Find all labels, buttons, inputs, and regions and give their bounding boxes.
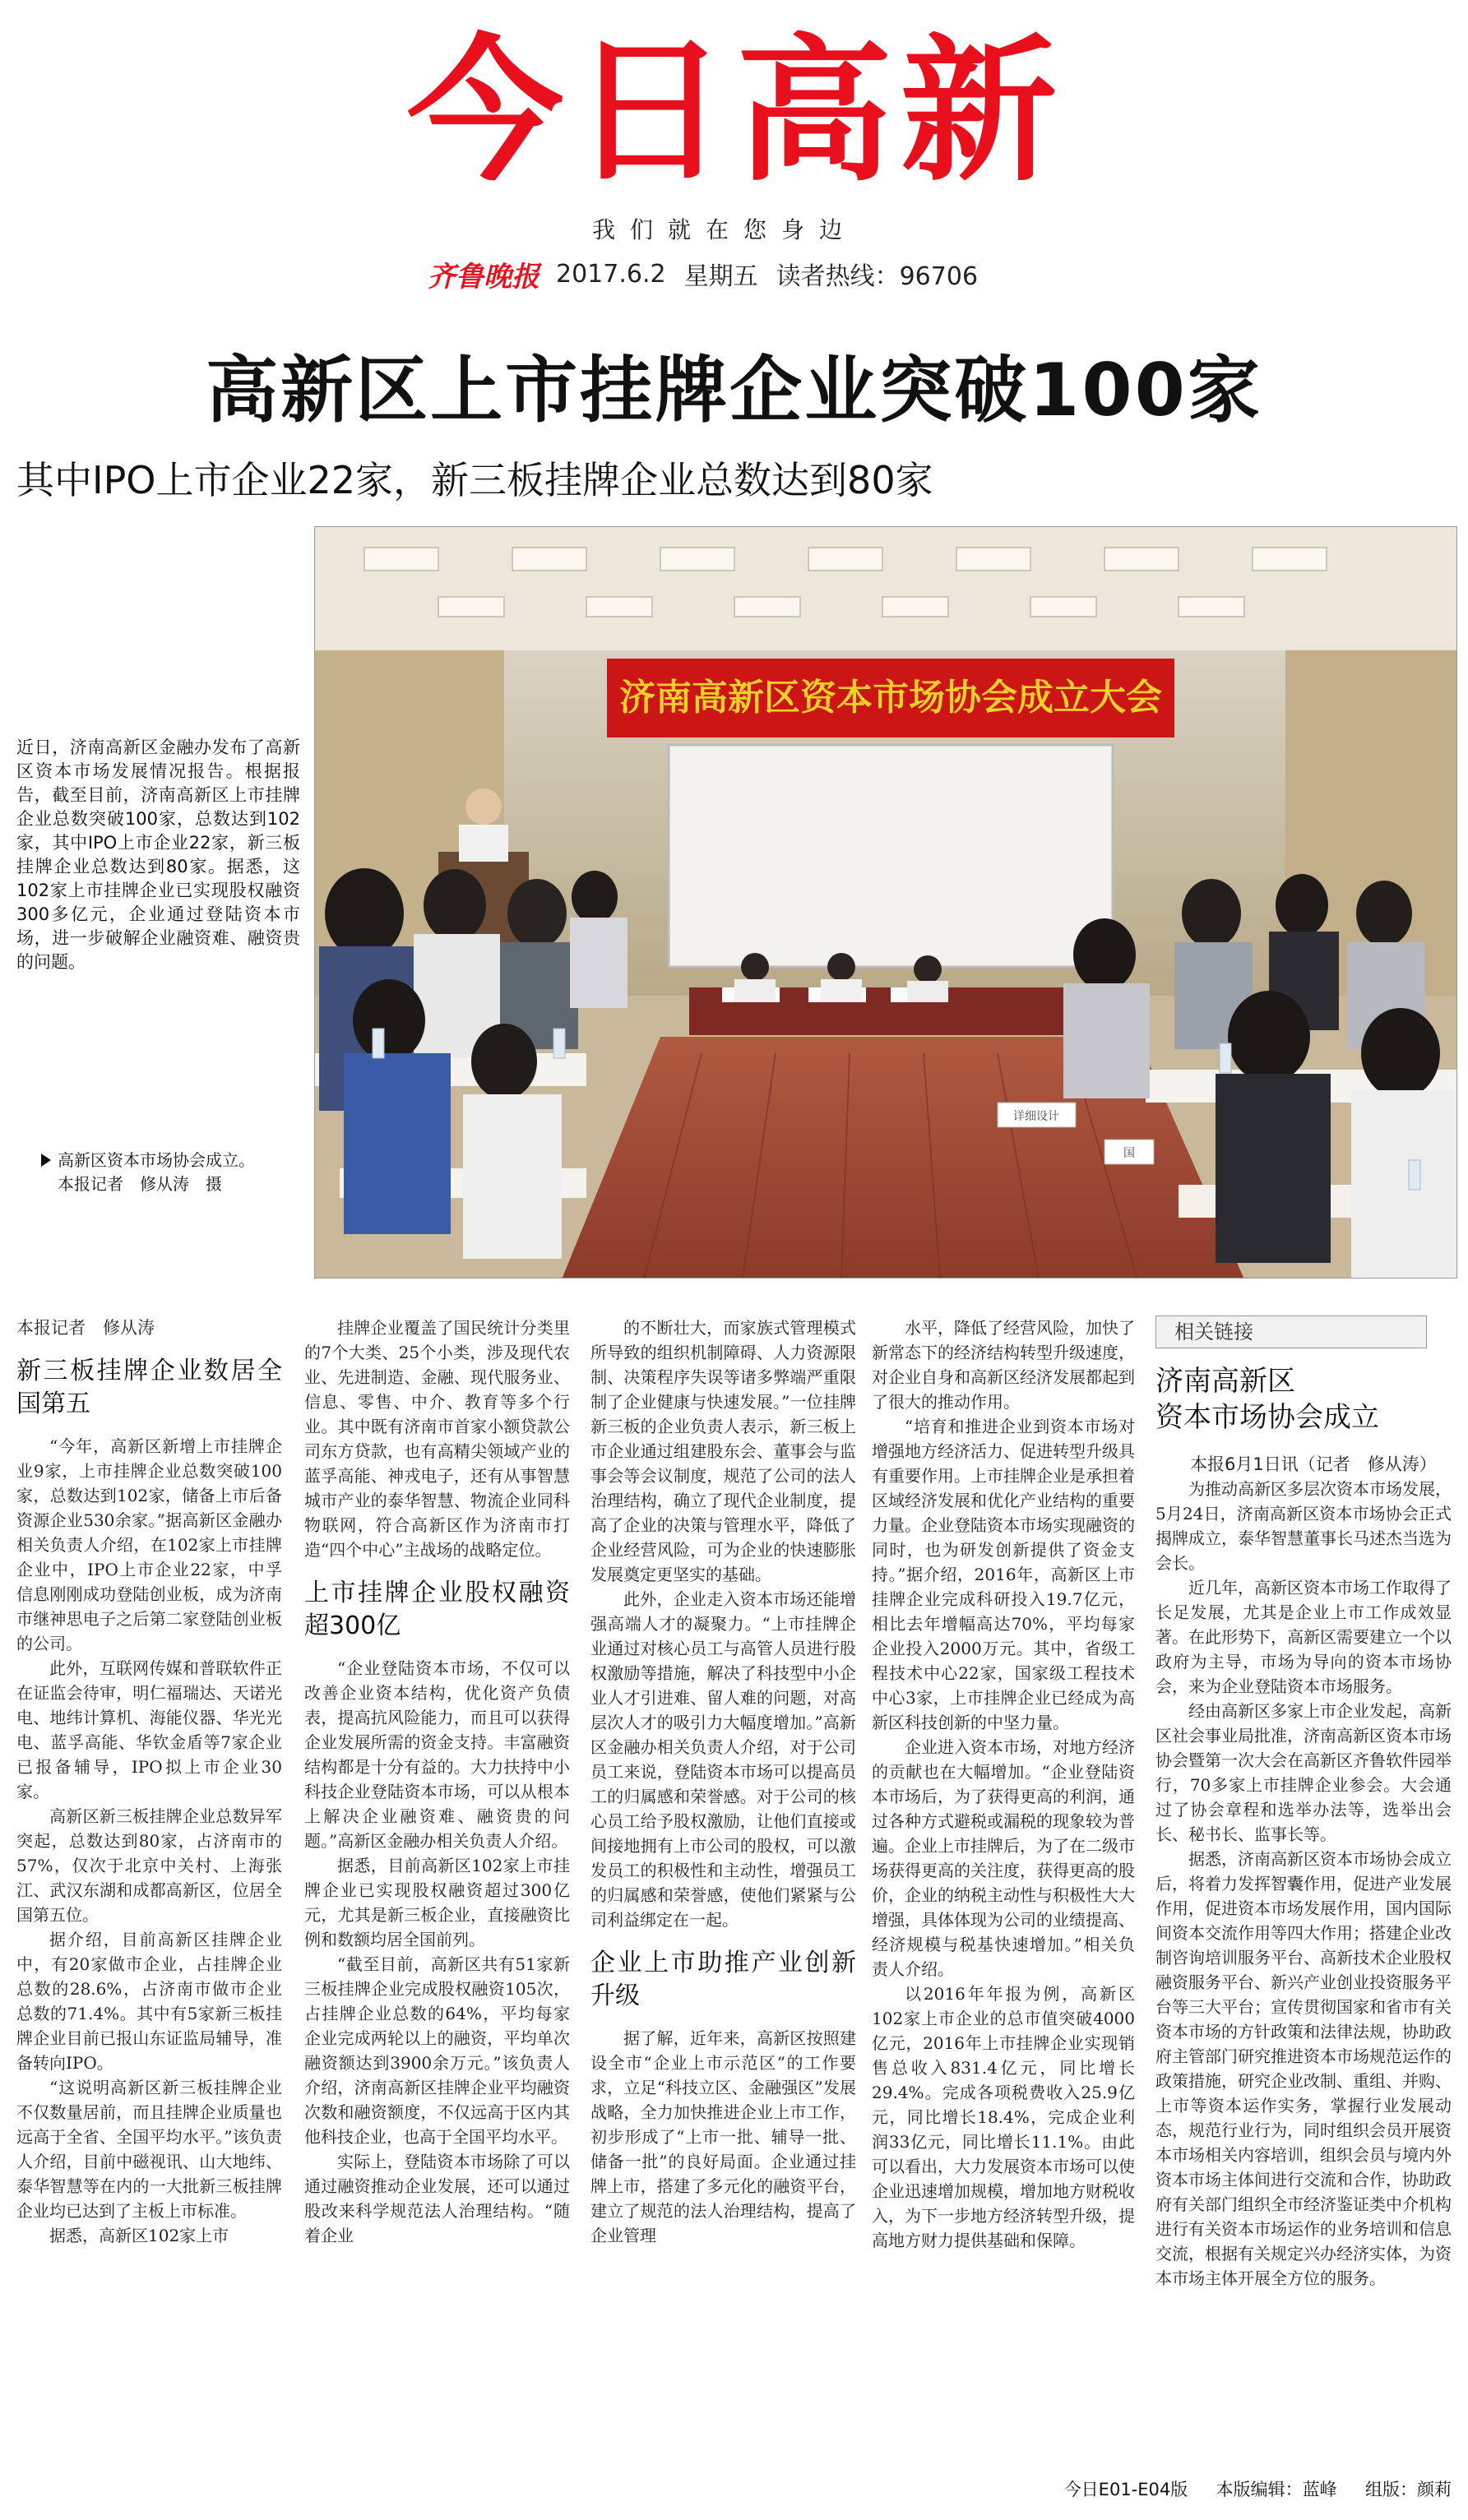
paragraph: “企业登陆资本市场，不仅可以改善企业资本结构，优化资产负债表，提高抗风险能力，而且可以获得企业发展所需的资金支持。丰富融资结构都是十分有益的。大力扶持中小科技企业登陆资本市场，可以从根本上解决企业融资难、融资贵的问题。”高新区金融办相关负责人介绍。: [304, 1658, 570, 1851]
paragraph: “这说明高新区新三板挂牌企业不仅数量居前，而且挂牌企业质量也远高于全省、全国平均水平。”该负责人介绍，目前中磁视讯、山大地纬、泰华智慧等在内的一大批新三板挂牌企业均已达到了主板上市标准。: [16, 2078, 282, 2221]
conference-photo-illustration: [315, 527, 1457, 1278]
related-title-line-1: 济南高新区: [1155, 1365, 1295, 1398]
lead-paragraph: 近日，济南高新区金融办发布了高新区资本市场发展情况报告。根据报告，截至目前，济南高新区上市挂牌企业总数突破100家，总数达到102家，其中IPO上市企业22家，新三板挂牌企业总数达到80家。据悉，这102家上市挂牌企业已实现股权融资300多亿元，企业通过登陆资本市场，进一步破解企业融资难、融资贵的问题。: [16, 738, 300, 972]
desk-name-card: 详细设计: [1013, 1110, 1059, 1123]
paragraph: 近几年，高新区资本市场工作取得了长足发展，尤其是企业上市工作成效显著。在此形势下，高新区需要建立一个以政府为主导，市场为导向的资本市场协会，来为企业登陆资本市场服务。: [1155, 1578, 1452, 1696]
paragraph: “今年，高新区新增上市挂牌企业9家，上市挂牌企业总数突破100家，总数达到102家，储备上市后备资源企业530余家。”据高新区金融办相关负责人介绍，在102家上市挂牌企业中，IPO上市企业22家，中孚信息刚刚成功登陆创业板，成为济南市继神思电子之后第二家登陆创业板的公司。: [16, 1436, 282, 1653]
paragraph: 为推动高新区多层次资本市场发展，5月24日，济南高新区资本市场协会正式揭牌成立，泰华智慧董事长马述杰当选为会长。: [1155, 1479, 1452, 1573]
footer-proof: 组版：颜莉: [1365, 2480, 1452, 2499]
paragraph: 企业进入资本市场，对地方经济的贡献也在大幅增加。“企业登陆资本市场后，为了获得更高的利润，通过各种方式避税或漏税的现象较为普遍。企业上市挂牌后，为了在二级市场获得更高的关注度，获得更高的股价，企业的纳税主动性与积极性大大增强，具体体现为公司的业绩提高、经济规模与税基快速增加。”相关负责人介绍。: [872, 1737, 1135, 1979]
page-footer: [1064, 2476, 1452, 2501]
reader-hotline: 读者热线：96706: [776, 262, 979, 291]
section-heading-2: 上市挂牌企业股权融资超300亿: [304, 1579, 570, 1640]
paragraph: 以2016年年报为例，高新区102家上市企业的总市值突破4000亿元，2016年上市挂牌企业实现销售总收入831.4亿元，同比增长29.4%。完成各项税费收入25.9亿元，同比增长18.4%，完成企业利润33亿元，同比增长11.1%。由此可以看出，大力发展资本市场可以使企业迅速增加规模，增加地方财税收入，为下一步地方经济转型升级，提高地方财力提供基础和保障。: [872, 1984, 1135, 2250]
paragraph: 经由高新区多家上市企业发起，高新区社会事业局批准，济南高新区资本市场协会暨第一次大会在高新区齐鲁软件园举行，70多家上市挂牌企业参会。大会通过了协会章程和选举办法等，选举出会长、秘书长、监事长等。: [1155, 1701, 1452, 1844]
paragraph: 据悉，高新区102家上市: [49, 2226, 229, 2245]
paragraph: “培育和推进企业到资本市场对增强地方经济活力、促进转型升级具有重要作用。上市挂牌企业是承担着区域经济发展和优化产业结构的重要力量。企业登陆资本市场实现融资的同时，也为研发创新提供了资金支持。”据介绍，2016年，高新区上市挂牌企业完成科研投入19.7亿元，相比去年增幅高达70%，平均每家企业投入2000万元。其中，省级工程技术中心22家，国家级工程技术中心3家，上市挂牌企业已经成为高新区科技创新的中坚力量。: [872, 1417, 1135, 1732]
article-column-4: [872, 1315, 1135, 2458]
related-link-tag: 相关链接: [1155, 1315, 1427, 1348]
section-heading-3: 企业上市助推产业创新升级: [590, 1949, 856, 2010]
article-column-1: [16, 1315, 282, 2458]
issue-weekday: 星期五: [683, 262, 758, 291]
desk-name-card-2: 国: [1123, 1147, 1135, 1160]
paragraph: 的不断壮大，而家族式管理模式所导致的组织机制障碍、人力资源限制、决策程序失误等诸多弊端严重限制了企业健康与快速发展。”一位挂牌新三板的企业负责人表示，新三板上市企业通过组建股东会、董事会与监事会等会议制度，规范了公司的法人治理结构，确立了现代企业制度，提高了企业的决策与管理水平，降低了企业经营风险，可为企业的快速膨胀发展奠定更坚实的基础。: [590, 1318, 856, 1584]
paragraph: 此外，企业走入资本市场还能增强高端人才的凝聚力。“上市挂牌企业通过对核心员工与高管人员进行股权激励等措施，解决了科技型中小企业人才引进难、留人难的问题，对高层次人才的吸引力大幅度增加。”高新区金融办相关负责人介绍，对于公司员工来说，登陆资本市场可以提高员工的归属感和荣誉感。对于公司的核心员工给予股权激励，让他们直接或间接地拥有上市公司的股权，可以激发员工的积极性和主动性，增强员工的归属感和荣誉感，使他们紧紧与公司利益绑定在一起。: [590, 1589, 856, 1930]
paragraph: 挂牌企业覆盖了国民统计分类里的7个大类、25个小类，涉及现代农业、先进制造、金融、现代服务业、信息、零售、中介、教育等多个行业。其中既有济南市首家小额贷款公司东方贷款，也有高精尖领域产业的蓝孚高能、神戎电子，还有从事智慧城市产业的泰华智慧、物流企业同科物联网，符合高新区作为济南市打造“四个中心”主战场的战略定位。: [304, 1318, 570, 1560]
masthead-slogan: 我们就在您身边: [592, 216, 858, 243]
paragraph: 据悉，目前高新区102家上市挂牌企业已实现股权融资超过300亿元，尤其是新三板企业，直接融资比例和数额均居全国前列。: [304, 1856, 570, 1949]
footer-editor: 本版编辑：蓝峰: [1216, 2480, 1337, 2499]
related-title-line-2: 资本市场协会成立: [1155, 1401, 1379, 1434]
paragraph: 高新区新三板挂牌企业总数异军突起，总数达到80家，占济南市的57%，仅次于北京中关村、上海张江、武汉东湖和成都高新区，位居全国第五位。: [16, 1806, 282, 1925]
caption-credit: 本报记者 修从涛 摄: [58, 1174, 222, 1194]
article-column-3: [590, 1315, 856, 2458]
section-heading-1: 新三板挂牌企业数居全国第五: [16, 1357, 282, 1418]
paragraph: 实际上，登陆资本市场除了可以通过融资推动企业发展，还可以通过股改来科学规范法人治理结构。“随着企业: [304, 2152, 570, 2245]
event-banner-text: 济南高新区资本市场协会成立大会: [619, 677, 1162, 719]
paper-logo: 齐鲁晚报: [428, 260, 540, 294]
related-link-column: [1155, 1315, 1452, 2458]
caption-text: 高新区资本市场协会成立。: [58, 1150, 255, 1170]
paragraph: “截至目前，高新区共有51家新三板挂牌企业完成股权融资105次，占挂牌企业总数的64%，平均每家企业完成两轮以上的融资，平均单次融资额达到3900余万元。”该负责人介绍，济南高新区挂牌企业平均融资次数和融资额度，不仅远高于区内其他科技企业，也高于全国平均水平。: [304, 1954, 570, 2147]
paragraph: 此外，互联网传媒和普联软件正在证监会待审，明仁福瑞达、天诺光电、地纬计算机、海能仪器、华光光电、蓝孚高能、华钦金盾等7家企业已报备辅导，IPO拟上市企业30家。: [16, 1658, 282, 1801]
paragraph: 据介绍，目前高新区挂牌企业中，有20家做市企业，占挂牌企业总数的28.6%，占济南市做市企业总数的71.4%。其中有5家新三板挂牌企业目前已报山东证监局辅导，准备转向IPO。: [16, 1930, 282, 2073]
article-column-2: [304, 1315, 570, 2458]
paragraph: 据悉，济南高新区资本市场协会成立后，将着力发挥智囊作用，促进产业发展作用，促进资本市场发展作用，国内国际间资本交流作用等四大作用；搭建企业改制咨询培训服务平台、高新技术企业股权融资服务平台、新兴产业创业投资服务平台等三大平台；宣传贯彻国家和省市有关资本市场的方针政策和法律法规，协助政府主管部门研究推进资本市场规范运作的政策措施，研究企业改制、重组、并购、上市等资本运作实务，掌握行业发展动态，规范行业行为，同时组织会员开展资本市场相关内容培训，组织会员与境内外资本市场主体间进行交流和合作，协助政府有关部门组织全市经济鉴证类中介机构进行有关资本市场运作的业务培训和信息交流，根据有关规定兴办经济实体，为资本市场主体开展全方位的服务。: [1155, 1849, 1452, 2288]
related-article-title: [1155, 1363, 1452, 1436]
related-dateline: 本报6月1日讯（记者 修从涛）: [1190, 1454, 1437, 1474]
masthead: [313, 23, 1160, 200]
paragraph: 据了解，近年来，高新区按照建设全市“企业上市示范区”的工作要求，立足“科技立区、金融强区”发展战略，全力加快推进企业上市工作，初步形成了“上市一批、辅导一批、储备一批”的良好局面。企业通过挂牌上市，搭建了多元化的融资平台，建立了规范的法人治理结构，提高了企业管理: [590, 2028, 856, 2245]
footer-section: 今日E01-E04版: [1063, 2480, 1188, 2499]
sub-headline: 其中IPO上市企业22家，新三板挂牌企业总数达到80家: [16, 458, 933, 502]
main-headline: 高新区上市挂牌企业突破100家: [206, 348, 1262, 432]
caption-pointer-icon: [41, 1154, 51, 1167]
related-article-body: [1155, 1452, 1452, 2291]
issue-date: 2017.6.2: [556, 259, 666, 289]
reporter-byline: 本报记者 修从涛: [16, 1318, 155, 1338]
publication-info-row: [428, 255, 996, 293]
photo-caption: [58, 1149, 304, 1196]
conference-photo: [314, 526, 1457, 1278]
paragraph: 水平，降低了经营风险，加快了新常态下的经济结构转型升级速度，对企业自身和高新区经济发展都起到了很大的推动作用。: [872, 1318, 1135, 1412]
projection-screen: [669, 745, 1113, 967]
masthead-title: 今日高新: [406, 21, 1065, 202]
